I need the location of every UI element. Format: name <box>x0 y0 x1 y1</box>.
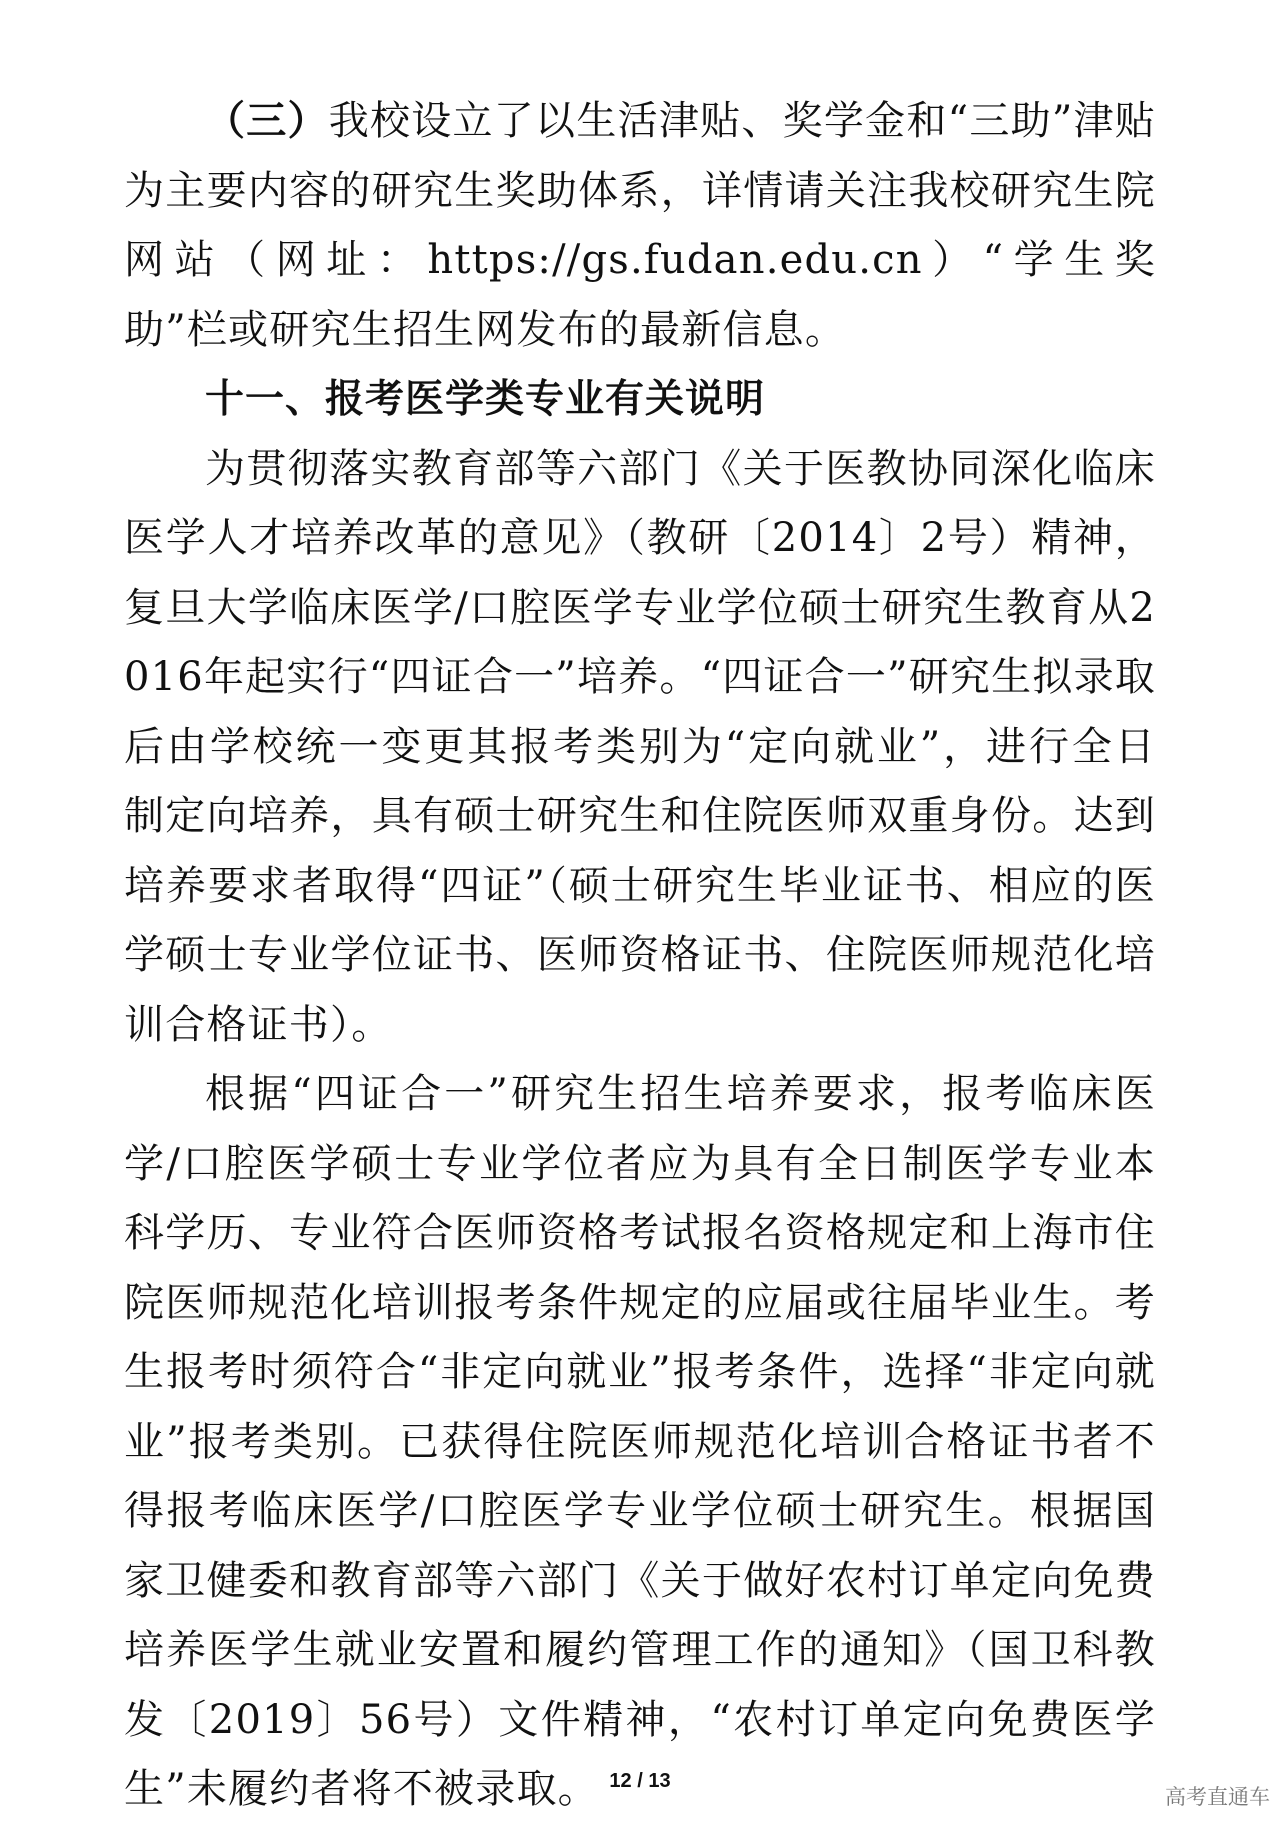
page-number: 12 / 13 <box>609 1770 671 1792</box>
paragraph-text: 我校设立了以生活津贴、奖学金和“三助”津贴为主要内容的研究生奖助体系，详情请关注我校研究生院网站（网址：https://gs.fudan.edu.cn）“学生奖助”栏或研究生招生网发布的最新信息。 <box>124 98 1156 353</box>
paragraph-scholarship-system <box>124 86 1156 365</box>
document-body <box>124 86 1156 1825</box>
paragraph-lead: （三） <box>205 97 329 144</box>
paragraph-admission-requirements: 根据“四证合一”研究生招生培养要求，报考临床医学/口腔医学硕士专业学位者应为具有全日制医学专业本科学历、专业符合医师资格考试报名资格规定和上海市住院医师规范化培训报考条件规定的应届或往届毕业生。考生报考时须符合“非定向就业”报考条件，选择“非定向就业”报考类别。已获得住院医师规范化培训合格证书者不得报考临床医学/口腔医学专业学位硕士研究生。根据国家卫健委和教育部等六部门《关于做好农村订单定向免费培养医学生就业安置和履约管理工作的通知》（国卫科教发〔2019〕56号）文件精神，“农村订单定向免费医学生”未履约者将不被录取。 <box>124 1071 1156 1812</box>
watermark: 高考直通车 <box>1165 1785 1270 1809</box>
section-heading-medical: 十一、报考医学类专业有关说明 <box>205 377 766 422</box>
paragraph-four-certificates: 为贯彻落实教育部等六部门《关于医教协同深化临床医学人才培养改革的意见》（教研〔2014〕2号）精神，复旦大学临床医学/口腔医学专业学位硕士研究生教育从2016年起实行“四证合一”培养。“四证合一”研究生拟录取后由学校统一变更其报考类别为“定向就业”，进行全日制定向培养，具有硕士研究生和住院医师双重身份。达到培养要求者取得“四证”（硕士研究生毕业证书、相应的医学硕士专业学位证书、医师资格证书、住院医师规范化培训合格证书）。 <box>124 445 1156 1048</box>
